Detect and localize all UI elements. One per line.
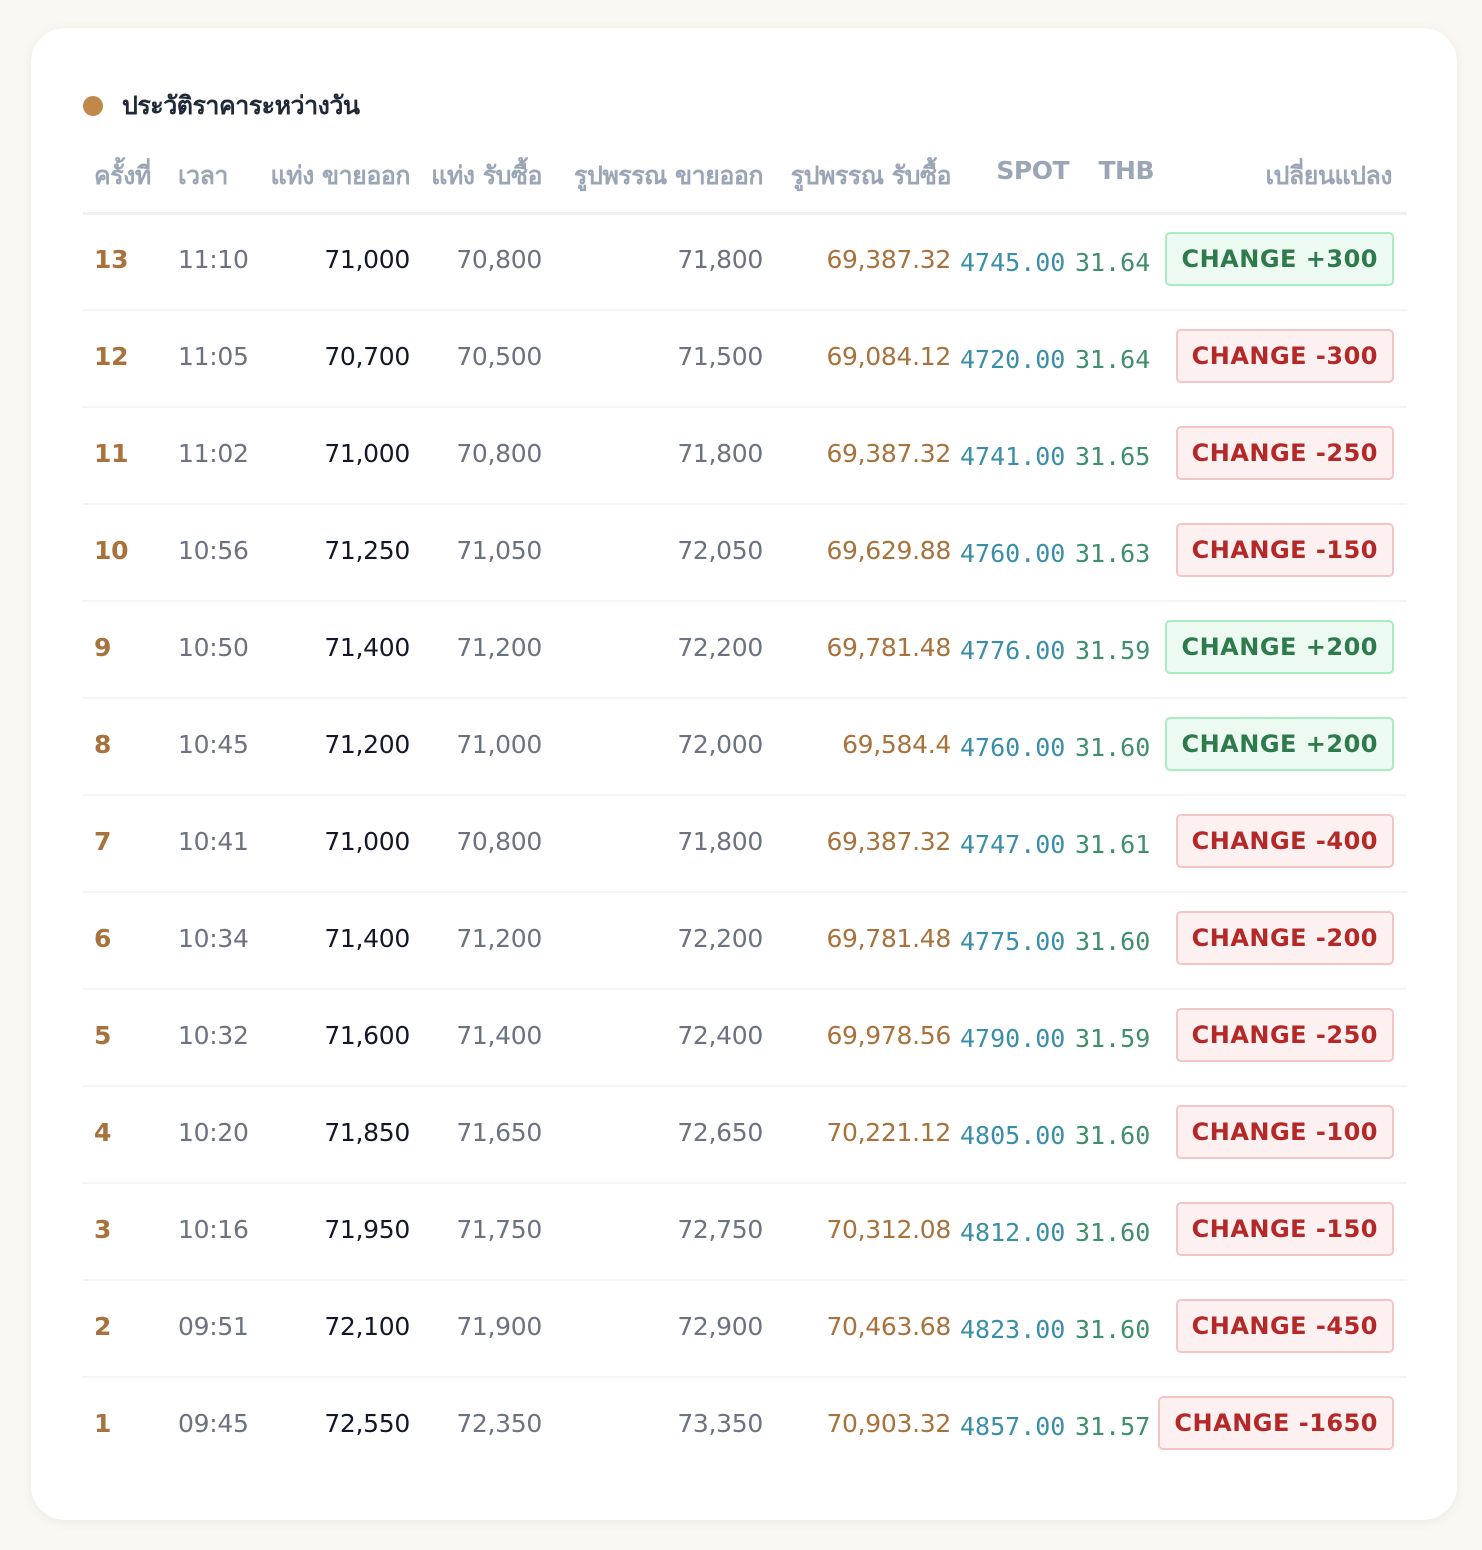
time-cell: 10:20 xyxy=(178,1118,249,1147)
ornament-sell-price: 71,800 xyxy=(677,827,763,856)
table-row xyxy=(83,1378,1407,1473)
round-number: 13 xyxy=(94,245,129,274)
ornament-sell-price: 72,000 xyxy=(677,730,763,759)
round-number: 8 xyxy=(94,730,112,759)
price-history-card xyxy=(31,28,1457,1520)
ornament-buy-price: 70,312.08 xyxy=(826,1215,951,1244)
ornament-sell-price: 72,650 xyxy=(677,1118,763,1147)
bar-buy-price: 71,050 xyxy=(456,536,542,565)
change-badge: CHANGE +200 xyxy=(1165,717,1394,771)
thb-rate: 31.60 xyxy=(1075,1315,1151,1344)
spot-price: 4857.00 xyxy=(960,1412,1066,1441)
ornament-sell-price: 72,400 xyxy=(677,1021,763,1050)
ornament-buy-price: 69,978.56 xyxy=(826,1021,951,1050)
spot-price: 4741.00 xyxy=(960,442,1066,471)
time-cell: 11:02 xyxy=(178,439,249,468)
change-badge: CHANGE -400 xyxy=(1176,814,1394,868)
header-thb: THB xyxy=(1098,156,1154,185)
header-change: เปลี่ยนแปลง xyxy=(1265,161,1392,190)
bar-buy-price: 70,500 xyxy=(456,342,542,371)
spot-price: 4775.00 xyxy=(960,927,1066,956)
spot-price: 4747.00 xyxy=(960,830,1066,859)
bar-buy-price: 70,800 xyxy=(456,827,542,856)
ornament-buy-price: 69,387.32 xyxy=(826,245,951,274)
ornament-sell-price: 71,500 xyxy=(677,342,763,371)
table-row xyxy=(83,1281,1407,1378)
bar-sell-price: 71,000 xyxy=(324,245,410,274)
change-badge: CHANGE -450 xyxy=(1176,1299,1394,1353)
ornament-buy-price: 69,387.32 xyxy=(826,439,951,468)
table-row xyxy=(83,796,1407,893)
table-row xyxy=(83,699,1407,796)
time-cell: 10:56 xyxy=(178,536,249,565)
bar-sell-price: 71,950 xyxy=(324,1215,410,1244)
round-number: 1 xyxy=(94,1409,112,1438)
header-ornament-buy: รูปพรรณ รับซื้อ xyxy=(790,161,951,190)
ornament-sell-price: 71,800 xyxy=(677,439,763,468)
bar-sell-price: 71,000 xyxy=(324,827,410,856)
bar-buy-price: 71,650 xyxy=(456,1118,542,1147)
ornament-buy-price: 70,903.32 xyxy=(826,1409,951,1438)
ornament-sell-price: 72,200 xyxy=(677,633,763,662)
spot-price: 4790.00 xyxy=(960,1024,1066,1053)
bar-sell-price: 72,550 xyxy=(324,1409,410,1438)
thb-rate: 31.60 xyxy=(1075,927,1151,956)
thb-rate: 31.65 xyxy=(1075,442,1151,471)
header-time: เวลา xyxy=(178,161,228,190)
time-cell: 10:32 xyxy=(178,1021,249,1050)
bar-sell-price: 71,400 xyxy=(324,633,410,662)
ornament-sell-price: 72,050 xyxy=(677,536,763,565)
change-badge: CHANGE +200 xyxy=(1165,620,1394,674)
bar-sell-price: 71,850 xyxy=(324,1118,410,1147)
round-number: 3 xyxy=(94,1215,112,1244)
ornament-buy-price: 69,629.88 xyxy=(826,536,951,565)
change-badge: CHANGE +300 xyxy=(1165,232,1394,286)
thb-rate: 31.60 xyxy=(1075,1218,1151,1247)
bar-buy-price: 71,900 xyxy=(456,1312,542,1341)
bar-buy-price: 72,350 xyxy=(456,1409,542,1438)
ornament-sell-price: 72,750 xyxy=(677,1215,763,1244)
time-cell: 10:50 xyxy=(178,633,249,662)
ornament-sell-price: 72,200 xyxy=(677,924,763,953)
bar-buy-price: 71,750 xyxy=(456,1215,542,1244)
spot-price: 4720.00 xyxy=(960,345,1066,374)
table-body xyxy=(83,214,1407,1473)
round-number: 11 xyxy=(94,439,129,468)
bar-buy-price: 71,400 xyxy=(456,1021,542,1050)
bar-sell-price: 70,700 xyxy=(324,342,410,371)
header-ornament-sell: รูปพรรณ ขายออก xyxy=(574,161,763,190)
ornament-buy-price: 69,084.12 xyxy=(826,342,951,371)
table-row xyxy=(83,408,1407,505)
change-badge: CHANGE -250 xyxy=(1176,426,1394,480)
time-cell: 09:45 xyxy=(178,1409,249,1438)
table-header xyxy=(83,148,1407,215)
bar-sell-price: 71,400 xyxy=(324,924,410,953)
time-cell: 11:10 xyxy=(178,245,249,274)
table-row xyxy=(83,505,1407,602)
table-row xyxy=(83,602,1407,699)
change-badge: CHANGE -150 xyxy=(1176,1202,1394,1256)
change-badge: CHANGE -250 xyxy=(1176,1008,1394,1062)
thb-rate: 31.61 xyxy=(1075,830,1151,859)
thb-rate: 31.63 xyxy=(1075,539,1151,568)
ornament-buy-price: 70,221.12 xyxy=(826,1118,951,1147)
round-number: 9 xyxy=(94,633,112,662)
bar-buy-price: 71,000 xyxy=(456,730,542,759)
thb-rate: 31.64 xyxy=(1075,248,1151,277)
table-row xyxy=(83,214,1407,311)
spot-price: 4805.00 xyxy=(960,1121,1066,1150)
thb-rate: 31.59 xyxy=(1075,1024,1151,1053)
thb-rate: 31.60 xyxy=(1075,1121,1151,1150)
ornament-buy-price: 69,781.48 xyxy=(826,633,951,662)
change-badge: CHANGE -100 xyxy=(1176,1105,1394,1159)
round-number: 10 xyxy=(94,536,129,565)
time-cell: 10:45 xyxy=(178,730,249,759)
round-number: 7 xyxy=(94,827,112,856)
time-cell: 09:51 xyxy=(178,1312,249,1341)
bar-buy-price: 71,200 xyxy=(456,633,542,662)
header-bar-sell: แท่ง ขายออก xyxy=(270,161,410,190)
bar-buy-price: 71,200 xyxy=(456,924,542,953)
bar-sell-price: 71,200 xyxy=(324,730,410,759)
change-badge: CHANGE -1650 xyxy=(1158,1396,1394,1450)
time-cell: 10:41 xyxy=(178,827,249,856)
round-number: 6 xyxy=(94,924,112,953)
time-cell: 10:34 xyxy=(178,924,249,953)
round-number: 2 xyxy=(94,1312,112,1341)
bar-sell-price: 71,250 xyxy=(324,536,410,565)
header-idx: ครั้งที่ xyxy=(94,161,151,190)
ornament-sell-price: 72,900 xyxy=(677,1312,763,1341)
thb-rate: 31.64 xyxy=(1075,345,1151,374)
card-title: ประวัติราคาระหว่างวัน xyxy=(122,91,360,120)
bar-buy-price: 70,800 xyxy=(456,245,542,274)
time-cell: 11:05 xyxy=(178,342,249,371)
spot-price: 4812.00 xyxy=(960,1218,1066,1247)
header-spot: SPOT xyxy=(996,156,1069,185)
spot-price: 4760.00 xyxy=(960,733,1066,762)
change-badge: CHANGE -300 xyxy=(1176,329,1394,383)
ornament-sell-price: 73,350 xyxy=(677,1409,763,1438)
thb-rate: 31.60 xyxy=(1075,733,1151,762)
card-header xyxy=(83,86,359,126)
bar-sell-price: 72,100 xyxy=(324,1312,410,1341)
thb-rate: 31.59 xyxy=(1075,636,1151,665)
change-badge: CHANGE -150 xyxy=(1176,523,1394,577)
thb-rate: 31.57 xyxy=(1075,1412,1151,1441)
round-number: 5 xyxy=(94,1021,112,1050)
table-row xyxy=(83,990,1407,1087)
table-row xyxy=(83,893,1407,990)
spot-price: 4823.00 xyxy=(960,1315,1066,1344)
table-row xyxy=(83,1087,1407,1184)
bar-sell-price: 71,600 xyxy=(324,1021,410,1050)
header-bar-buy: แท่ง รับซื้อ xyxy=(431,161,542,190)
ornament-buy-price: 69,781.48 xyxy=(826,924,951,953)
change-badge: CHANGE -200 xyxy=(1176,911,1394,965)
round-number: 12 xyxy=(94,342,129,371)
ornament-buy-price: 69,584.4 xyxy=(842,730,951,759)
ornament-buy-price: 70,463.68 xyxy=(826,1312,951,1341)
title-dot-icon xyxy=(83,96,103,116)
bar-buy-price: 70,800 xyxy=(456,439,542,468)
spot-price: 4776.00 xyxy=(960,636,1066,665)
ornament-buy-price: 69,387.32 xyxy=(826,827,951,856)
time-cell: 10:16 xyxy=(178,1215,249,1244)
spot-price: 4745.00 xyxy=(960,248,1066,277)
round-number: 4 xyxy=(94,1118,112,1147)
ornament-sell-price: 71,800 xyxy=(677,245,763,274)
table-row xyxy=(83,311,1407,408)
spot-price: 4760.00 xyxy=(960,539,1066,568)
table-row xyxy=(83,1184,1407,1281)
bar-sell-price: 71,000 xyxy=(324,439,410,468)
